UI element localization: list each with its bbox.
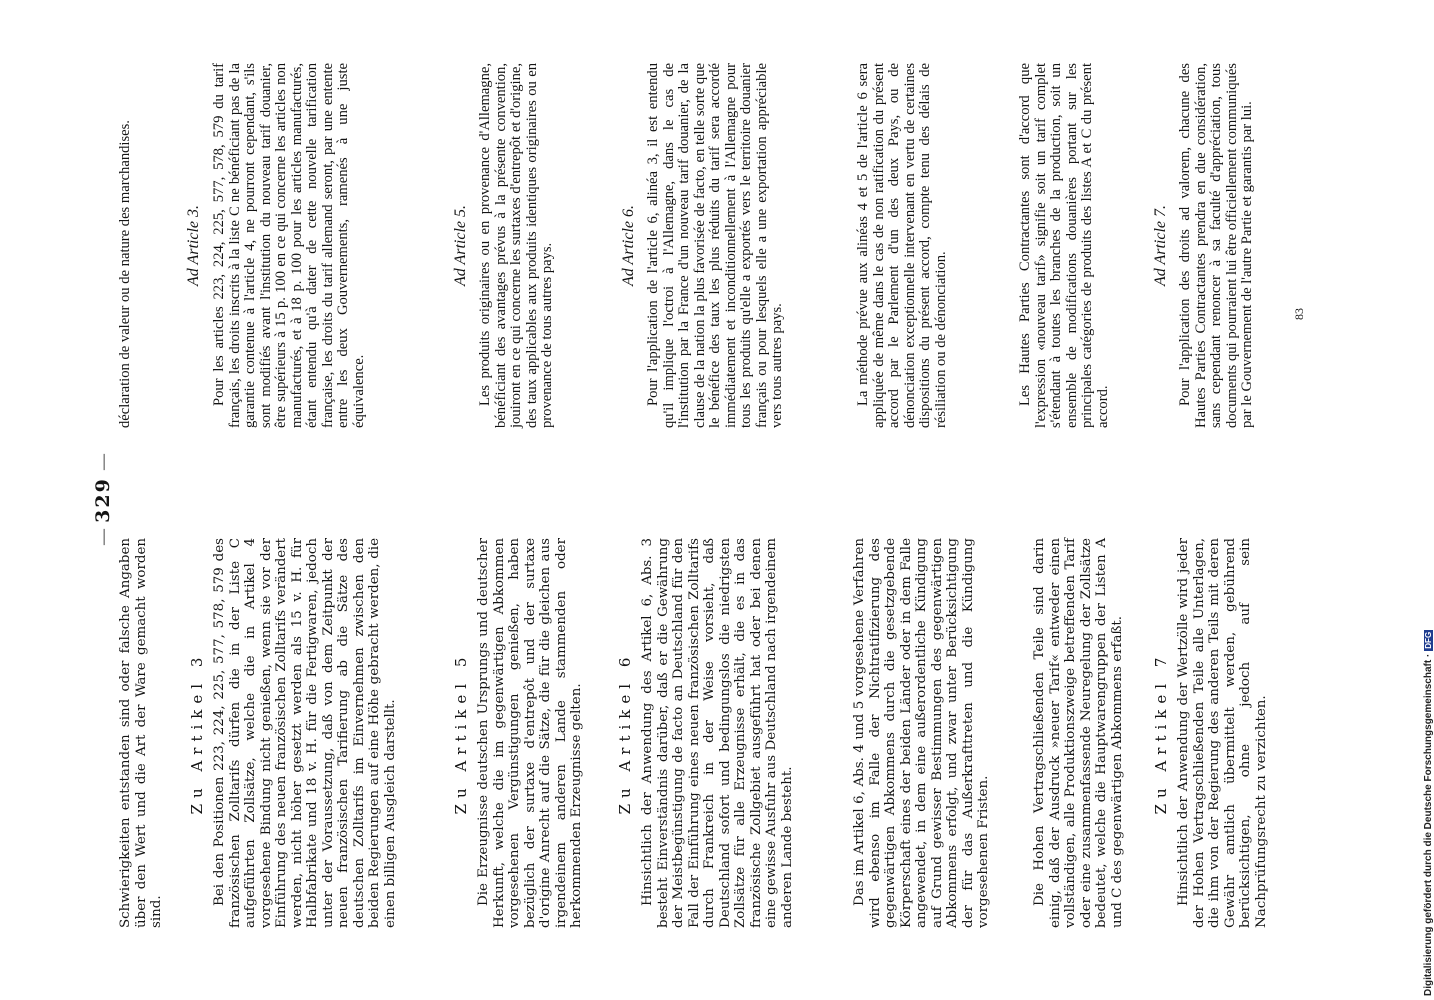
digitization-notice [1421,6,1434,996]
german-heading-art5: Zu Artikel 5 [452,651,470,815]
footer-number: 83 [1292,308,1306,320]
german-paragraph-art6-3: Die Hohen Vertragschließenden Teile sind darin einig, daß der Ausdruck »neuer Tarif« entweder einen vollständigen, alle Produktionszweige betreffenden Tarif oder eine zusammenfassende Neuregelung der Zollsätze bedeutet, welche die Hauptwarengruppen der Listen A und C des gegenwärtigen Abkommens erfaßt. [1032,538,1125,928]
french-paragraph-art5: Les produits originaires ou en provenance d'Allemagne, bénéficiant des avantages prévus à la présente convention, jouiront en ce qui concerne les surtaxes d'entrepôt et d'origine, des taux applicables aux produits identiques originaires ou en provenance de tous autres pays. [477,63,555,428]
german-paragraph-art3: Bei den Positionen 223, 224, 225, 577, 578, 579 des französischen Zolltarifs dürfen die in der Liste C aufgeführten Zollsätze, welche die in Artikel 4 vorgesehene Bindung nicht genießen, wenn sie vor der Einführung des neuen französischen Zolltarifs verändert werden, nicht höher gesetzt werden als 15 v. H. für Halbfabrikate und 18 v. H. für die Fertigwaren, jedoch unter der Voraussetzung, daß von dem Zeitpunkt der neuen französischen Tarifierung ab die Sätze des deutschen Zolltarifs im Einvernehmen zwischen den beiden Regierungen auf eine Höhe gebracht werden, die einen billigen Ausgleich darstellt. [212,538,398,928]
german-paragraph-art6-1: Hinsichtlich der Anwendung des Artikel 6, Abs. 3 besteht Einverständnis darüber, daß er die Gewährung der Meistbegünstigung de facto an Deutschland für den Fall der Einführung eines neuen französischen Zolltarifs durch Frankreich in der Weise vorsieht, daß Deutschland sofort und bedingungslos die niedrigsten Zollsätze für alle Erzeugnisse erhält, die es in das französische Zollgebiet ausgeführt hat oder bei denen eine gewisse Ausfuhr aus Deutschland nach irgendeinem anderen Lande besteht. [640,538,795,928]
french-paragraph-art6-3: Les Hautes Parties Contractantes sont d'accord que l'expression «nouveau tarif» signifie soit un tarif complet s'étendant à toutes les branches de la production, soit un ensemble de modifications douanières portant sur les principales catégories de produits des listes A et C du présent accord. [1017,63,1111,428]
french-heading-art7: Ad Article 7. [1152,204,1169,287]
french-paragraph-art6-1: Pour l'application de l'article 6, alinéa 3, il est entendu qu'il implique l'octroi à l'Allemagne, dans le cas de l'institution par la France d'un nouveau tarif douanier, de la clause de la nation la plus favorisée de facto, en telle sorte que le bénéfice des taux les plus réduits du tarif sera accordé immédiatement et inconditionnellement à l'Allemagne pour tous les produits qu'elle a exportés vers le territoire douanier français ou pour lesquels elle a une exportation appréciable vers tous autres pays. [645,63,785,428]
french-heading-art6: Ad Article 6. [620,204,637,287]
dfg-logo: DFG [1423,631,1433,649]
german-intro: Schwierigkeiten entstanden sind oder falsche Angaben über den Wert und die Art der Ware gemacht worden sind. [118,538,164,928]
french-paragraph-art7: Pour l'application des droits ad valorem, chacune des Hautes Parties Contractantes prendra en due considération, sans cependant renoncer à sa faculté d'appréciation, tous documents qui pourraient lui être officiellement communiqués par le Gouvernement de l'autre Partie et garantis par lui. [1177,63,1255,428]
french-intro: déclaration de valeur ou de nature des marchandises. [117,120,133,428]
german-heading-art3: Zu Artikel 3 [188,651,206,815]
german-paragraph-art6-2: Das im Artikel 6, Abs. 4 und 5 vorgesehene Verfahren wird ebenso im Falle der Nichtratifizierung des gegenwärtigen Abkommens durch die gesetzgebende Körperschaft eines der beiden Länder oder in dem Falle angewendet, in dem eine außerordentliche Kündigung auf Grund gewisser Bestimmungen des gegenwärtigen Abkommens erfolgt, und zwar unter Berücksichtigung der für das Außerkrafttreten und die Kündigung vorgesehenen Fristen. [852,538,991,928]
french-paragraph-art3: Pour les articles 223, 224, 225, 577, 578, 579 du tarif français, les droits inscrits à la liste C ne bénéficiant pas de la garantie contenue à l'article 4, ne pourront cependant, s'ils sont modifiés avant l'institution du nouveau tarif douanier, être supérieurs à 15 p. 100 en ce qui concerne les articles non manufacturés, et à 18 p. 100 pour les articles manufacturés, étant entendu qu'à dater de cette nouvelle tarification française, les droits du tarif allemand seront, par une entente entre les deux Gouvernements, ramenés à une juste équivalence. [211,63,367,428]
digitization-text: Digitalisierung gefördert durch die Deutsche Forschungsgemeinschaft · [1422,653,1434,996]
french-heading-art3: Ad Article 3. [185,204,202,287]
page-number: 329 [92,477,114,523]
french-heading-art5: Ad Article 5. [452,204,469,287]
header-dash-left: — [95,529,112,545]
german-heading-art6: Zu Artikel 6 [616,651,634,815]
german-paragraph-art5: Die Erzeugnisse deutschen Ursprungs und deutscher Herkunft, welche die im gegenwärtigen Abkommen vorgesehenen Vergünstigungen genießen, haben bezüglich der surtaxe d'entrepôt und der surtaxe d'origine Anrecht auf die Sätze, die für die gleichen aus irgendeinem anderen Lande stammenden oder herkommenden Erzeugnisse gelten. [476,538,584,928]
header-dash-right: — [95,454,112,470]
french-paragraph-art6-2: La méthode prévue aux alinéas 4 et 5 de l'article 6 sera appliquée de même dans le cas de non ratification du présent accord par le Parlement d'un des deux Pays, ou de dénonciation exceptionnelle intervenant en vertu de certaines dispositions du présent accord, compte tenu des délais de résiliation ou de dénonciation. [855,63,949,428]
german-paragraph-art7: Hinsichtlich der Anwendung der Wertzölle wird jeder der Hohen Vertragschließenden Teile alle Unterlagen, die ihm von der Regierung des anderen Teils mit deren Gewähr amtlich übermittelt werden, gebührend berücksichtigen, ohne jedoch auf sein Nachprüfungsrecht zu verzichten. [1176,538,1269,928]
german-heading-art7: Zu Artikel 7 [1152,651,1170,815]
